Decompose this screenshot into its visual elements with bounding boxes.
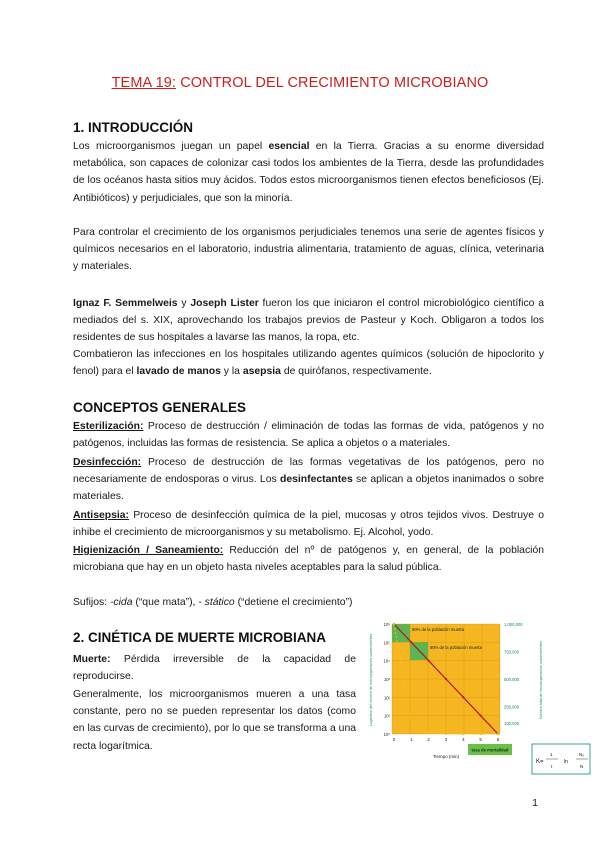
formula-k: K= xyxy=(536,759,544,765)
x-tick-label: 4 xyxy=(462,737,465,742)
intro-paragraph-4: Combatieron las infecciones en los hospitales utilizando agentes químicos (solución de hipoclorito y fenol) para el lavado de manos y la asepsia de quirófanos, respectivamente. xyxy=(73,349,544,378)
cinetica-paragraph-1: Muerte: Pérdida irreversible de la capacidad de reproducirse. xyxy=(73,654,356,683)
title-number: TEMA 19: xyxy=(111,75,177,91)
data-point-arith xyxy=(410,722,412,724)
x-tick-label: 2 xyxy=(427,737,430,742)
formula-one: 1 xyxy=(550,752,553,757)
x-axis-label: Tiempo (min) xyxy=(432,754,460,759)
formula-n0: N₀ xyxy=(579,752,585,757)
x-tick-label: 0 xyxy=(392,737,396,742)
y-tick-label-left: 10² xyxy=(383,695,390,701)
data-point-arith xyxy=(497,733,499,735)
death-curve-chart xyxy=(364,618,594,778)
sufijos-line: Sufijos: -cida (“que mata”), - stático (“detiene el crecimiento”) xyxy=(73,597,353,608)
concept-higienizacion: Higienización / Saneamiento: Reducción del nº de patógenos y, en general, de la población microbiana que hay en un objeto hasta niveles aceptables para la salud pública. xyxy=(73,545,545,574)
concept-esterilizacion: Esterilización: Proceso de destrucción / eliminación de todas las formas de vida, patógenos y no patógenos, incluidas las formas de resistencia. Se aplica a objetos o a materiales. xyxy=(73,421,544,450)
concept-antisepsia: Antisepsia: Proceso de desinfección química de la piel, mucosas y otros tejidos vivos. Destruye o inhibe el crecimiento de microorganismos y su metabolismo. Ej. Alcohol, yodo. xyxy=(73,510,544,539)
y-axis-label-left: Logaritmo del número de microorganismos sobrevivientes xyxy=(369,633,373,727)
section-heading-introduccion: 1. INTRODUCCIÓN xyxy=(73,120,194,135)
y-tick-label-left: 10⁴ xyxy=(383,658,390,664)
annotation-90-b: 90% de la población muerta xyxy=(430,645,482,650)
y-axis-label-right: Número total de microorganismos sobrevivientes xyxy=(539,641,543,719)
y-tick-label-right: 100,000 xyxy=(504,721,520,726)
y-tick-label-left: 10⁶ xyxy=(383,622,390,627)
intro-paragraph-3: Ignaz F. Semmelweis y Joseph Lister fueron los que iniciaron el control microbiológico científico a mediados del s. XIX, aprovechando los trabajos previos de Pasteur y Koch. Obligaron a todos los residentes de sus hospitales a lavarse las manos, la ropa, etc. xyxy=(73,298,544,344)
intro-paragraph-2: Para controlar el crecimiento de los organismos perjudiciales tenemos una serie de agentes físicos y químicos necesarios en el laboratorio, industria alimentaria, tratamiento de aguas, clínica, veterinaria y materiales. xyxy=(73,227,544,273)
green-region-large xyxy=(392,624,410,642)
data-point-arith xyxy=(393,623,395,625)
annotation-90-a: 90% de la población muerta xyxy=(412,627,464,632)
x-tick-label: 1 xyxy=(410,737,413,742)
data-point-log xyxy=(428,660,430,662)
y-tick-label-right: 250,000 xyxy=(504,704,520,710)
cinetica-paragraph-2: Generalmente, los microorganismos mueren a una tasa constante, pero no se pueden representar los datos (como en las curvas de crecimiento), por lo que se transforma a una recta logarítmica. xyxy=(73,689,356,752)
data-point-log xyxy=(462,696,464,698)
intro-paragraph-1: Los microorganismos juegan un papel esencial en la Tierra. Gracias a su enorme diversidad metabólica, son capaces de colonizar casi todos los ambientes de la Tierra, desde las profundidades de los océanos hasta sitios muy ácidos. Todos estos microorganismos tienen efectos beneficiosos (Ej. Antibióticos) y perjudiciales, que son la minoría. xyxy=(73,141,544,204)
section-heading-cinetica: 2. CINÉTICA DE MUERTE MICROBIANA xyxy=(73,630,327,645)
x-tick-label: 6 xyxy=(496,737,500,742)
concept-desinfeccion: Desinfección: Proceso de destrucción de las formas vegetativas de los patógenos, pero no necesariamente de endosporas o virus. Los desinfectantes se aplican a objetos inanimados o sobre materiales. xyxy=(73,457,544,503)
data-point-log xyxy=(410,641,412,643)
data-point-log xyxy=(480,715,482,717)
section-heading-conceptos: CONCEPTOS GENERALES xyxy=(73,400,247,415)
data-point-arith xyxy=(480,733,482,735)
formula-label: tasa de mortalidad xyxy=(471,747,509,753)
x-tick-label: 5 xyxy=(479,737,482,742)
page-title xyxy=(0,75,600,91)
y-tick-label-left: 10⁰ xyxy=(383,732,390,737)
y-tick-label-left: 10⁵ xyxy=(383,640,390,646)
formula-box xyxy=(468,744,590,774)
data-point-arith xyxy=(445,733,447,735)
y-tick-label-right: 500,000 xyxy=(504,677,520,682)
formula-t: t xyxy=(551,764,553,769)
y-tick-label-left: 10³ xyxy=(383,677,390,682)
data-point-log xyxy=(445,678,447,680)
title-text: CONTROL DEL CRECIMIENTO MICROBIANO xyxy=(176,75,489,91)
data-point-arith xyxy=(428,732,430,734)
page-number: 1 xyxy=(532,797,538,809)
y-tick-label-right: 750,000 xyxy=(504,649,520,655)
x-tick-label: 3 xyxy=(444,737,448,742)
y-tick-label-left: 10¹ xyxy=(383,713,390,719)
data-point-arith xyxy=(462,733,464,735)
formula-n: N xyxy=(580,764,584,769)
y-tick-label-right: 1,000,000 xyxy=(504,622,523,627)
formula-ln: ln xyxy=(564,759,568,765)
